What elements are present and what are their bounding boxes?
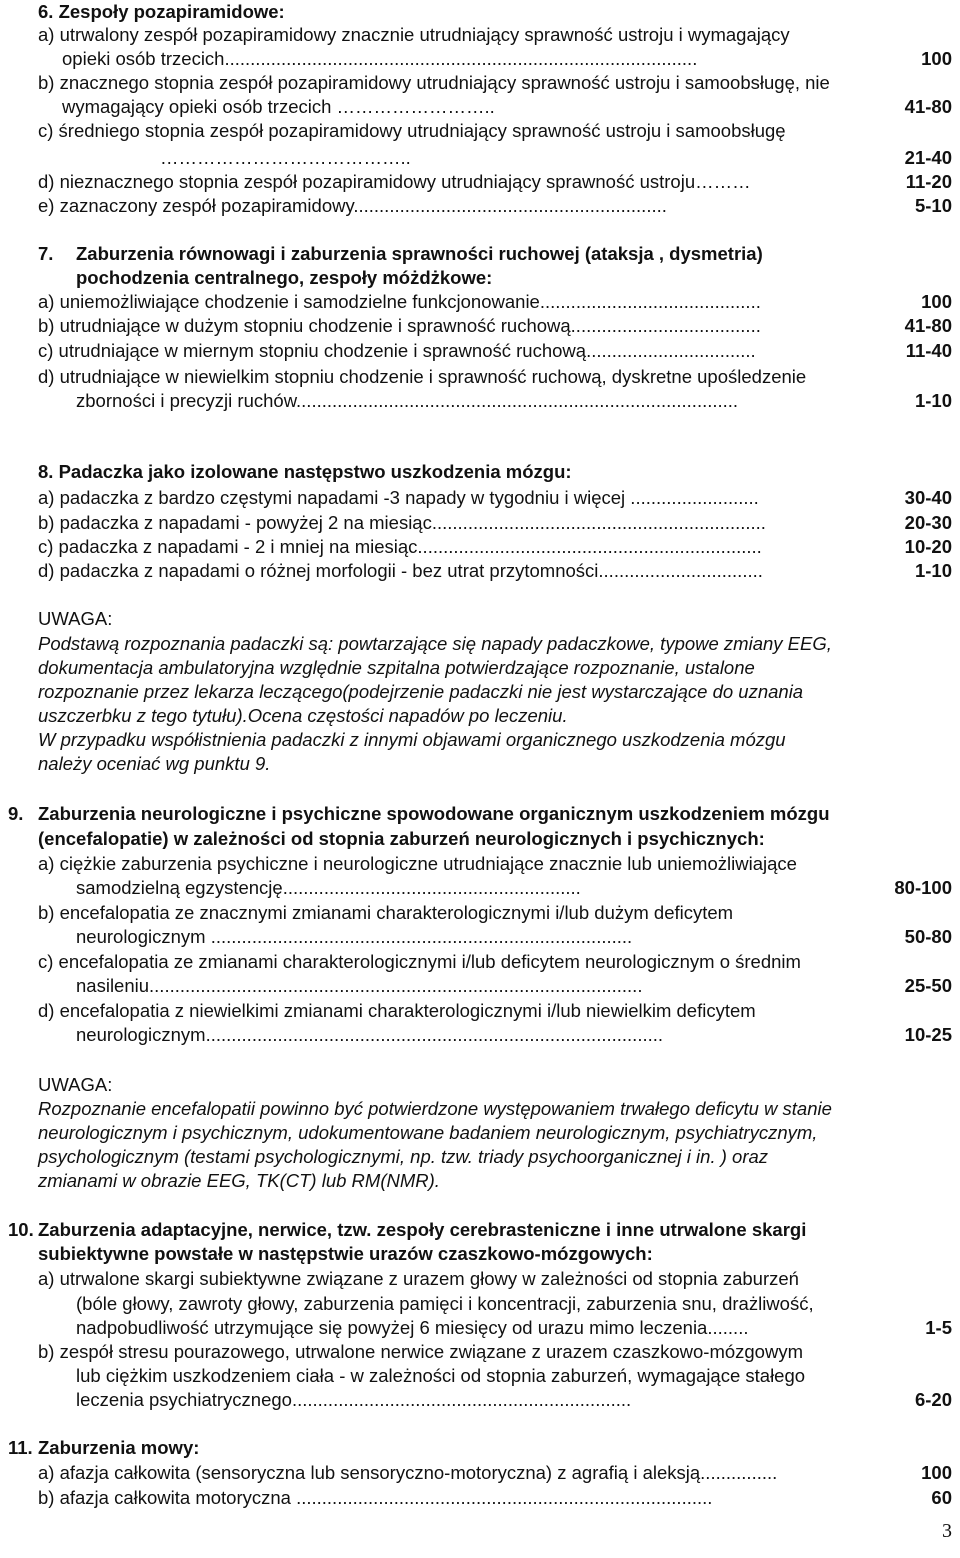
section-11-number: 11. <box>8 1437 33 1458</box>
s8-item-a-score: 30-40 <box>904 487 952 508</box>
s8-item-a: a) padaczka z bardzo częstymi napadami -3 napady w tygodniu i więcej ......................... <box>38 487 759 508</box>
s7-item-a: a) uniemożliwiające chodzenie i samodzielne funkcjonowanie........................................... <box>38 291 761 312</box>
s7-item-c: c) utrudniające w miernym stopniu chodzenie i sprawność ruchową................................. <box>38 340 756 361</box>
s6-item-b-line1: b) znacznego stopnia zespół pozapiramidowy utrudniający sprawność ustroju i samoobsługę, nie <box>38 72 830 93</box>
s8-note-line5: W przypadku współistnienia padaczki z innymi objawami organicznego uszkodzenia mózgu <box>38 729 786 750</box>
s8-note-line2: dokumentacja ambulatoryjna względnie szpitalna potwierdzające rozpoznanie, ustalone <box>38 657 755 678</box>
s10-item-a-line2: (bóle głowy, zawroty głowy, zaburzenia pamięci i koncentracji, zaburzenia snu, drażliwość, <box>76 1293 814 1314</box>
s7-item-b-score: 41-80 <box>904 315 952 336</box>
s6-item-d-score: 11-20 <box>905 171 952 192</box>
section-11-title: Zaburzenia mowy: <box>38 1437 200 1458</box>
section-7-title-line2: pochodzenia centralnego, zespoły móżdżkowe: <box>76 267 493 288</box>
s9-item-b-line2: neurologicznym .................................................................................. <box>76 926 633 947</box>
s11-item-b-score: 60 <box>931 1487 952 1508</box>
s9-item-d-line2: neurologicznym......................................................................................... <box>76 1024 664 1045</box>
s9-item-c-line2: nasileniu................................................................................................ <box>76 975 643 996</box>
section-8-title: 8. Padaczka jako izolowane następstwo uszkodzenia mózgu: <box>38 461 572 482</box>
s10-item-a-score: 1-5 <box>925 1317 952 1338</box>
section-7-title-line1: Zaburzenia równowagi i zaburzenia sprawności ruchowej (ataksja , dysmetria) <box>76 243 763 264</box>
s10-item-a-line3: nadpobudliwość utrzymujące się powyżej 6 miesięcy od urazu mimo leczenia........ <box>76 1317 749 1338</box>
s9-note-line3: psychologicznym (testami psychologicznymi, np. tzw. triady psychoorganicznej i in. ) oraz <box>38 1146 769 1167</box>
s6-item-c-line1: c) średniego stopnia zespół pozapiramidowy utrudniający sprawność ustroju i samoobsługę <box>38 120 786 141</box>
s9-note-line1: Rozpoznanie encefalopatii powinno być potwierdzone występowaniem trwałego deficytu w stanie <box>38 1098 832 1119</box>
s7-item-d-line2: zborności i precyzji ruchów...................................................................................... <box>76 390 739 411</box>
s8-item-d: d) padaczka z napadami o różnej morfologii - bez utrat przytomności................................ <box>38 560 763 581</box>
s7-item-d-score: 1-10 <box>914 390 952 411</box>
s8-note-line4: uszczerbku z tego tytułu).Ocena częstości napadów po leczeniu. <box>38 705 568 726</box>
s10-item-b-line2: lub ciężkim uszkodzeniem ciała - w zależności od stopnia zaburzeń, wymagające stałego <box>76 1365 806 1386</box>
s7-item-b: b) utrudniające w dużym stopniu chodzenie i sprawność ruchową..................................... <box>38 315 761 336</box>
section-10-title-line1: Zaburzenia adaptacyjne, nerwice, tzw. zespoły cerebrasteniczne i inne utrwalone skargi <box>38 1219 807 1240</box>
s9-item-d-line1: d) encefalopatia z niewielkimi zmianami charakterologicznymi i/lub niewielkim deficytem <box>38 1000 756 1021</box>
s6-item-e: e) zaznaczony zespół pozapiramidowy............................................................. <box>38 195 667 216</box>
s9-note-heading: UWAGA: <box>38 1074 113 1095</box>
section-10-number: 10. <box>8 1219 34 1240</box>
s10-item-b-line1: b) zespół stresu pourazowego, utrwalone nerwice związane z urazem czaszkowo-mózgowym <box>38 1341 803 1362</box>
s8-note-line6: należy oceniać wg punktu 9. <box>38 753 271 774</box>
s9-item-b-line1: b) encefalopatia ze znacznymi zmianami charakterologicznymi i/lub dużym deficytem <box>38 902 734 923</box>
s8-note-heading: UWAGA: <box>38 608 113 629</box>
s9-item-c-line1: c) encefalopatia ze zmianami charakterologicznymi i/lub deficytem neurologicznym o średnim <box>38 951 801 972</box>
s11-item-a: a) afazja całkowita (sensoryczna lub sensoryczno-motoryczna) z agrafią i aleksją............... <box>38 1462 778 1483</box>
section-9-title-line2: (encefalopatie) w zależności od stopnia zaburzeń neurologicznych i psychicznych: <box>38 828 765 849</box>
section-6-title: 6. Zespoły pozapiramidowe: <box>38 1 285 22</box>
s10-item-a-line1: a) utrwalone skargi subiektywne związane z urazem głowy w zależności od stopnia zaburzeń <box>38 1268 799 1289</box>
s7-item-d-line1: d) utrudniające w niewielkim stopniu chodzenie i sprawność ruchową, dyskretne upośledzenie <box>38 366 807 387</box>
s9-item-c-score: 25-50 <box>904 975 952 996</box>
s7-item-a-score: 100 <box>921 291 952 312</box>
s9-item-b-score: 50-80 <box>904 926 952 947</box>
s9-item-d-score: 10-25 <box>904 1024 952 1045</box>
s8-item-c-score: 10-20 <box>904 536 952 557</box>
s11-item-b: b) afazja całkowita motoryczna ................................................................................. <box>38 1487 713 1508</box>
s9-note-line2: neurologicznym i psychicznym, udokumentowane badaniem neurologicznym, psychiatrycznym, <box>38 1122 818 1143</box>
s8-item-b: b) padaczka z napadami - powyżej 2 na miesiąc................................................................. <box>38 512 766 533</box>
s7-item-c-score: 11-40 <box>905 340 952 361</box>
s6-item-c-score: 21-40 <box>904 147 952 168</box>
s8-note-line1: Podstawą rozpoznania padaczki są: powtarzające się napady padaczkowe, typowe zmiany EEG, <box>38 633 832 654</box>
s9-item-a-line2: samodzielną egzystencję.......................................................... <box>76 877 581 898</box>
s8-item-b-score: 20-30 <box>904 512 952 533</box>
s8-item-c: c) padaczka z napadami - 2 i mniej na miesiąc................................................................... <box>38 536 762 557</box>
section-10-title-line2: subiektywne powstałe w następstwie urazów czaszkowo-mózgowych: <box>38 1243 653 1264</box>
section-9-title-line1: Zaburzenia neurologiczne i psychiczne spowodowane organicznym uszkodzeniem mózgu <box>38 803 830 824</box>
section-7-number: 7. <box>38 243 54 264</box>
s8-item-d-score: 1-10 <box>914 560 952 581</box>
s6-item-a-score: 100 <box>921 48 952 69</box>
s9-item-a-score: 80-100 <box>894 877 952 898</box>
s9-note-line4: zmianami w obrazie EEG, TK(CT) lub RM(NMR). <box>38 1170 440 1191</box>
s6-item-a-line1: a) utrwalony zespół pozapiramidowy znacznie utrudniający sprawność ustroju i wymagający <box>38 24 790 45</box>
s8-note-line3: rozpoznanie przez lekarza leczącego(podejrzenie padaczki nie jest wystarczające do uznania <box>38 681 804 702</box>
s11-item-a-score: 100 <box>921 1462 952 1483</box>
s6-item-d: d) nieznacznego stopnia zespół pozapiramidowy utrudniający sprawność ustroju……… <box>38 171 751 192</box>
s10-item-b-score: 6-20 <box>914 1389 952 1410</box>
s10-item-b-line3: leczenia psychiatrycznego.................................................................. <box>76 1389 632 1410</box>
s6-item-e-score: 5-10 <box>914 195 952 216</box>
s6-item-b-line2: wymagający opieki osób trzecich …………………….. <box>62 96 495 117</box>
s6-item-c-line2: ………………………………….. <box>160 147 411 168</box>
page-number: 3 <box>942 1520 952 1542</box>
s6-item-a-line2: opieki osób trzecich............................................................................................ <box>62 48 698 69</box>
s9-item-a-line1: a) ciężkie zaburzenia psychiczne i neurologiczne utrudniające znacznie lub uniemożliwiające <box>38 853 797 874</box>
section-9-number: 9. <box>8 803 24 824</box>
s6-item-b-score: 41-80 <box>904 96 952 117</box>
